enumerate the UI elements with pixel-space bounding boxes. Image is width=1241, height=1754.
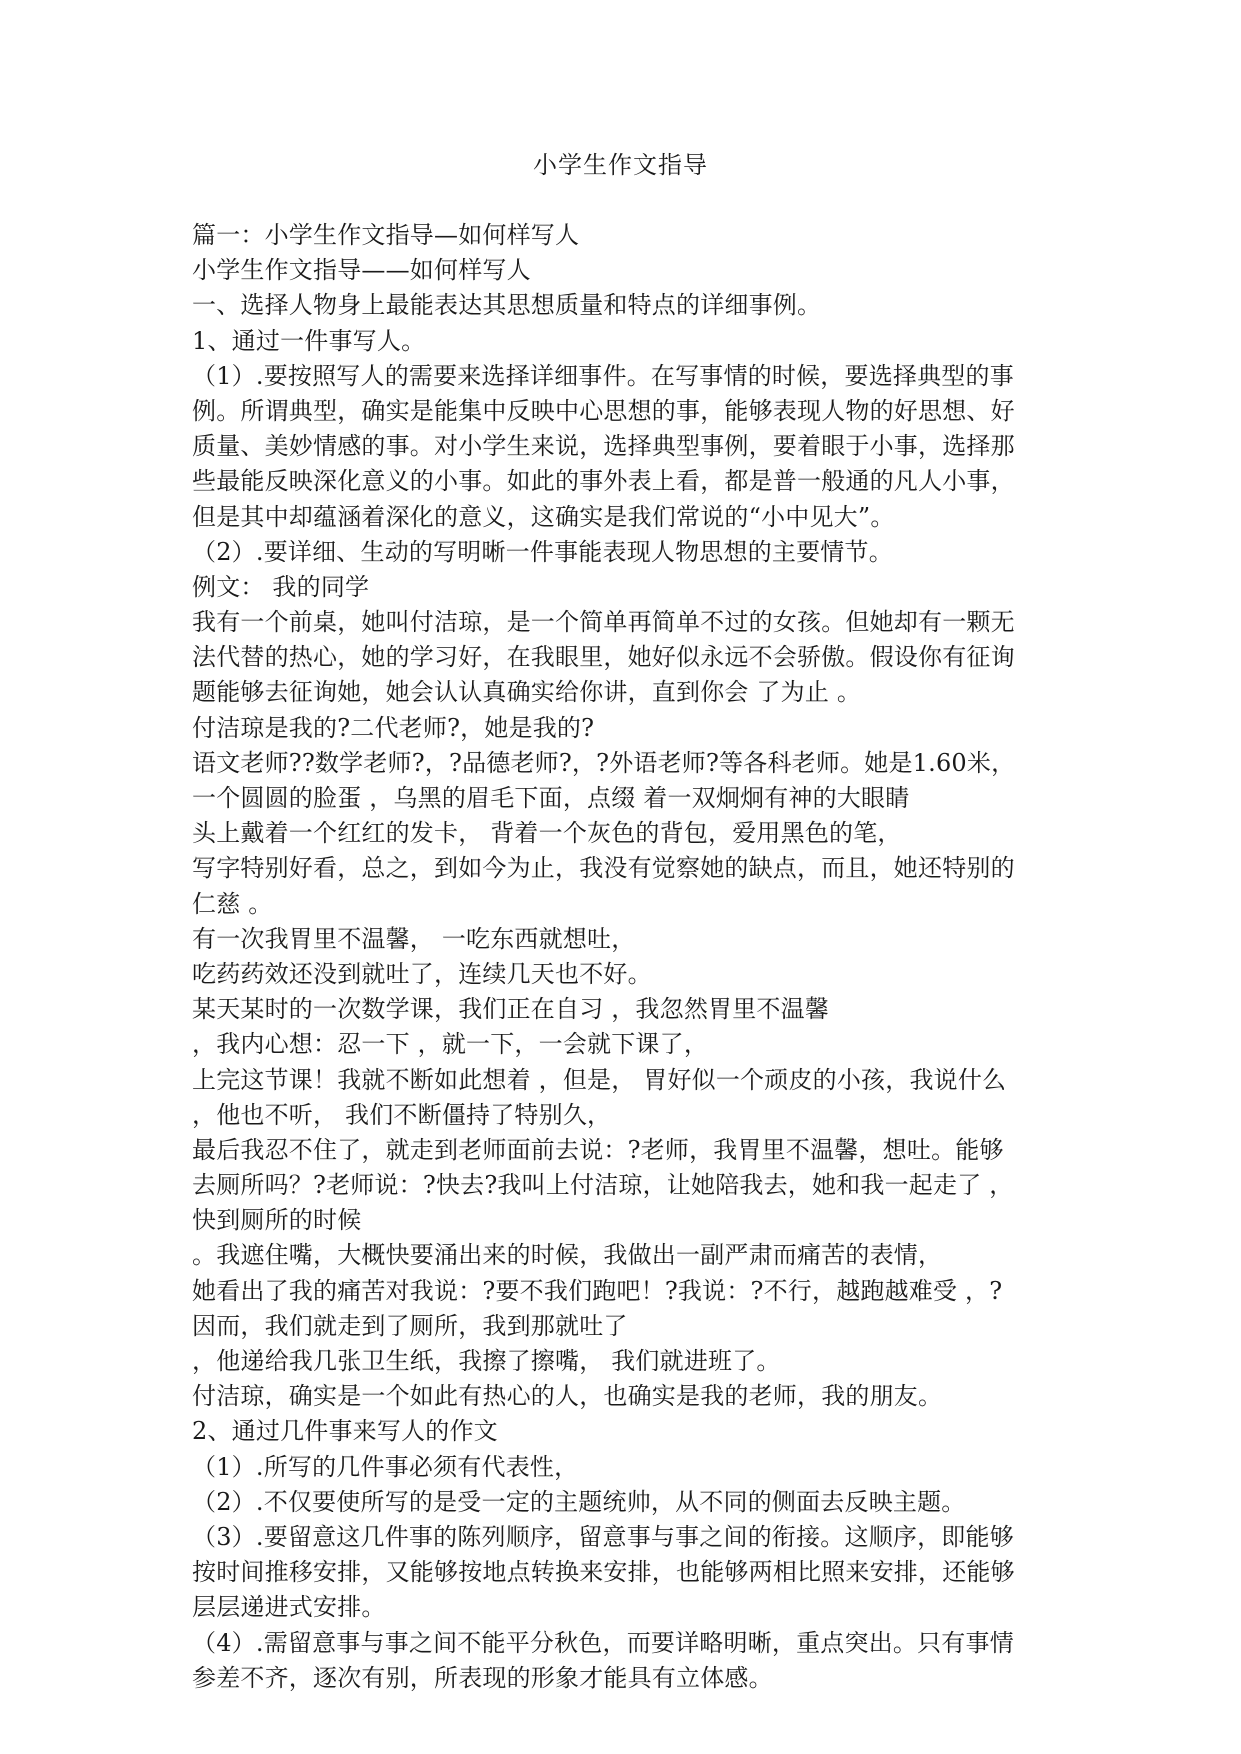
text-line: 一个圆圆的脸蛋 ，乌黑的眉毛下面，点缀 着一双炯炯有神的大眼睛: [192, 784, 910, 812]
text-line: 小学生作文指导——如何样写人: [192, 256, 531, 285]
text-line: 篇一：小学生作文指导—如何样写人: [192, 221, 580, 249]
text-line: 1、通过一件事写人。: [192, 326, 426, 355]
text-line: ，我内心想：忍一下 ，就一下，一会就下课了，: [192, 1030, 709, 1059]
text-line: 上完这节课！我就不断如此想着 ，但是， 胃好似一个顽皮的小孩，我说什么: [192, 1065, 1007, 1094]
text-line: 因而，我们就走到了厕所，我到那就吐了: [192, 1311, 628, 1340]
text-line: （1）.要按照写人的需要来选择详细事件。在写事情的时候，要选择典型的事: [192, 361, 1014, 390]
text-line: 语文老师??数学老师?，?品德老师?，?外语老师?等各科老师。她是1.60米，: [192, 748, 1016, 777]
text-line: 法代替的热心，她的学习好，在我眼里，她好似永远不会骄傲。假设你有征询: [192, 643, 1015, 672]
text-line: 按时间推移安排，又能够按地点转换来安排，也能够两相比照来安排，还能够: [192, 1558, 1015, 1587]
text-line: 仁慈 。: [192, 889, 273, 918]
text-line: 例。所谓典型，确实是能集中反映中心思想的事，能够表现人物的好思想、好: [192, 396, 1015, 425]
text-line: 吃药药效还没到就吐了，连续几天也不好。: [192, 959, 652, 988]
text-line: 些最能反映深化意义的小事。如此的事外表上看，都是普一般通的凡人小事，: [192, 467, 1015, 496]
text-line: 有一次我胃里不温馨， 一吃东西就想吐，: [192, 924, 636, 953]
text-line: 去厕所吗？?老师说：?快去?我叫上付洁琼，让她陪我去，她和我一起走了 ，: [192, 1171, 1014, 1200]
text-line: 一、选择人物身上最能表达其思想质量和特点的详细事例。: [192, 291, 822, 320]
text-line: ，他也不听， 我们不断僵持了特别久，: [192, 1100, 612, 1129]
text-line: 层层递进式安排。: [192, 1593, 386, 1622]
text-line: （2）.不仅要使所写的是受一定的主题统帅，从不同的侧面去反映主题。: [192, 1487, 966, 1516]
text-line: 头上戴着一个红红的发卡， 背着一个灰色的背包，爱用黑色的笔，: [192, 819, 902, 848]
text-line: 某天某时的一次数学课，我们正在自习 ，我忽然胃里不温馨: [192, 995, 830, 1024]
text-line: 付洁琼是我的?二代老师?，她是我的?: [192, 713, 595, 742]
text-line: ，他递给我几张卫生纸，我擦了擦嘴， 我们就进班了。: [192, 1347, 781, 1375]
text-line: （3）.要留意这几件事的陈列顺序，留意事与事之间的衔接。这顺序，即能够: [192, 1522, 1014, 1551]
text-line: 我有一个前桌，她叫付洁琼，是一个简单再简单不过的女孩。但她却有一颗无: [192, 608, 1015, 637]
text-line: 快到厕所的时候: [192, 1206, 362, 1235]
text-line: 但是其中却蕴涵着深化的意义，这确实是我们常说的“小中见大”。: [192, 502, 895, 531]
text-line: 例文： 我的同学: [192, 572, 370, 601]
text-line: （1）.所写的几件事必须有代表性，: [192, 1452, 579, 1481]
text-line: 写字特别好看，总之，到如今为止，我没有觉察她的缺点，而且，她还特别的: [192, 854, 1015, 883]
text-line: 她看出了我的痛苦对我说：?要不我们跑吧！?我说：?不行，越跑越难受 ，?: [192, 1276, 1003, 1305]
text-line: 付洁琼，确实是一个如此有热心的人，也确实是我的老师，我的朋友。: [192, 1382, 943, 1411]
text-line: （2）.要详细、生动的写明晰一件事能表现人物思想的主要情节。: [192, 537, 893, 566]
text-line: （4）.需留意事与事之间不能平分秋色，而要详略明晰，重点突出。只有事情: [192, 1628, 1014, 1657]
text-line: 2、通过几件事来写人的作文: [192, 1417, 498, 1446]
text-line: 参差不齐，逐次有别，所表现的形象才能具有立体感。: [192, 1663, 773, 1692]
document-title: 小学生作文指导: [533, 151, 708, 179]
text-line: 最后我忍不住了，就走到老师面前去说：?老师，我胃里不温馨，想吐。能够: [192, 1135, 1004, 1164]
text-line: 。我遮住嘴，大概快要涌出来的时候，我做出一副严肃而痛苦的表情，: [192, 1241, 943, 1270]
document-body: [192, 218, 1050, 1696]
text-line: 题能够去征询她，她会认认真确实给你讲，直到你会 了为止 。: [192, 678, 862, 707]
text-line: 质量、美妙情感的事。对小学生来说，选择典型事例，要着眼于小事，选择那: [192, 432, 1015, 461]
